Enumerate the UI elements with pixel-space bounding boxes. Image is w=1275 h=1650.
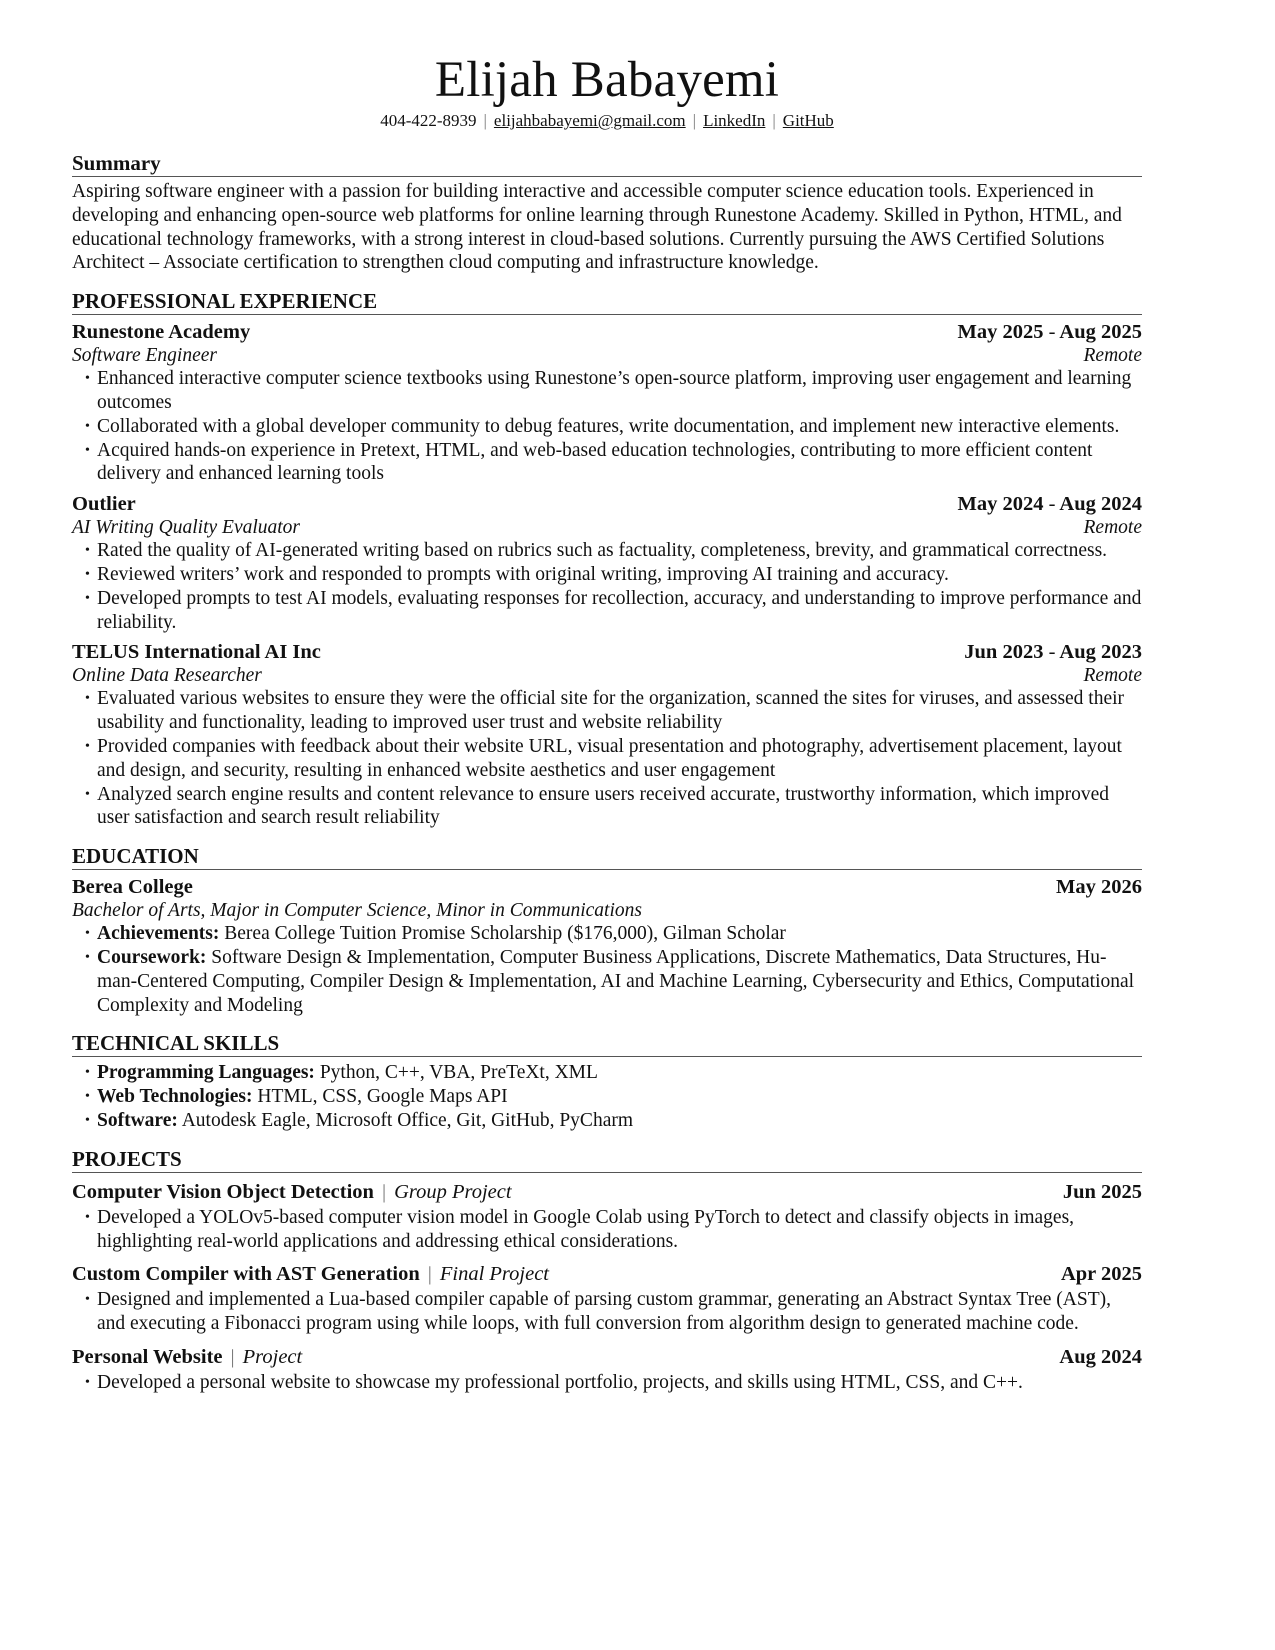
- bullet-item: • Collaborated with a global developer community to debug features, write documentation, and implement new interactive elements.: [72, 415, 1142, 439]
- job-entry: [72, 640, 1142, 830]
- bullet-list: [72, 1371, 1142, 1395]
- separator: |: [427, 1263, 432, 1286]
- project-type: Group Project: [394, 1180, 512, 1203]
- job-location: Remote: [1083, 665, 1142, 687]
- project-name: Personal Website | Project: [72, 1345, 303, 1368]
- project-type: Project: [242, 1345, 303, 1368]
- bullet-item: • Designed and implemented a Lua-based compiler capable of parsing custom grammar, generating an Abstract Syntax Tree (AST), and executing a Fibonacci program using while loops, with full conversion from algorithm design to generated machine code.: [72, 1288, 1142, 1336]
- company-name: Outlier: [72, 493, 136, 516]
- education-entry: [72, 875, 1142, 1017]
- github-link[interactable]: GitHub: [782, 111, 834, 130]
- email-link[interactable]: elijahbabayemi@gmail.com: [493, 111, 686, 130]
- item-text: HTML, CSS, Google Maps API: [257, 1086, 508, 1108]
- job-entry: [72, 320, 1142, 486]
- school-name: Berea College: [72, 876, 193, 899]
- resume-page: [72, 50, 1142, 1395]
- degree: Bachelor of Arts, Major in Computer Science, Minor in Communications: [72, 900, 642, 922]
- bullet-list: [72, 367, 1142, 486]
- bullet-item: [72, 946, 1142, 1017]
- bullet-list: [72, 1288, 1142, 1336]
- job-title: Software Engineer: [72, 345, 217, 367]
- skills-list: [72, 1061, 1142, 1132]
- item-text: Autodesk Eagle, Microsoft Office, Git, GitHub, PyCharm: [181, 1109, 634, 1131]
- bullet-list: [72, 687, 1142, 830]
- separator: |: [772, 111, 776, 130]
- bullet-item: • Developed a personal website to showcase my professional portfolio, projects, and skills using HTML, CSS, and C++.: [72, 1371, 1142, 1395]
- phone-number: 404-422-8939: [380, 111, 477, 130]
- separator: |: [692, 111, 697, 130]
- bullet-list: [72, 922, 1142, 1017]
- bullet-item: • Enhanced interactive computer science textbooks using Runestone’s open-source platform, improving user engagement and learning outcomes: [72, 367, 1142, 415]
- bullet-item: • Evaluated various websites to ensure they were the official site for the organization, scanned the sites for viruses, and assessed their usability and functionality, leading to improved user trust and website reliability: [72, 687, 1142, 735]
- item-label: Programming Languages:: [97, 1062, 315, 1084]
- skill-item: [72, 1061, 1142, 1085]
- bullet-item: • Acquired hands-on experience in Pretext, HTML, and web-based education technologies, contributing to more efficient content delivery and enhanced learning tools: [72, 439, 1142, 487]
- project-entry: [72, 1345, 1142, 1395]
- job-entry: [72, 492, 1142, 634]
- item-text: Software Design & Implementation, Computer Business Applications, Discrete Mathematics, Data Structures, Hu-man-Centered Computing, Compiler Design & Implementation, AI and Machine Learning, Cybersecurity and Ethics, Computational Complexity and Modeling: [97, 946, 1135, 1016]
- bullet-item: • Developed a YOLOv5-based computer vision model in Google Colab using PyTorch to detect and classify objects in images, highlighting real-world applications and addressing ethical considerations.: [72, 1206, 1142, 1254]
- project-entry: [72, 1262, 1142, 1336]
- summary-text: Aspiring software engineer with a passion for building interactive and accessible computer science education tools. Experienced in developing and enhancing open-source web platforms for online learning through Runestone Academy. Skilled in Python, HTML, and educational technology frameworks, with a strong interest in cloud-based solutions. Currently pursuing the AWS Certified Solutions Architect – Associate certification to strengthen cloud computing and infrastructure knowledge.: [72, 181, 1122, 274]
- contact-line: [72, 111, 1142, 131]
- separator: |: [230, 1345, 235, 1368]
- skill-item: [72, 1085, 1142, 1109]
- project-date: Apr 2025: [1060, 1263, 1142, 1286]
- item-label: Web Technologies:: [97, 1086, 253, 1108]
- section-title-experience: PROFESSIONAL EXPERIENCE: [72, 288, 1142, 315]
- project-date: Jun 2025: [1062, 1180, 1142, 1203]
- section-title-education: EDUCATION: [72, 843, 1142, 870]
- item-text: Python, C++, VBA, PreTeXt, XML: [319, 1062, 598, 1084]
- job-location: Remote: [1083, 345, 1142, 367]
- section-title-projects: PROJECTS: [72, 1146, 1142, 1173]
- project-type: Final Project: [439, 1263, 549, 1286]
- job-title: Online Data Researcher: [72, 665, 262, 687]
- bullet-item: [72, 922, 1142, 946]
- project-entry: [72, 1180, 1142, 1254]
- project-date: Aug 2024: [1059, 1345, 1142, 1368]
- bullet-list: [72, 1206, 1142, 1254]
- item-text: Berea College Tuition Promise Scholarship ($176,000), Gilman Scholar: [224, 923, 786, 945]
- bullet-item: • Analyzed search engine results and content relevance to ensure users received accurate, trustworthy information, which improved user satisfaction and search result reliability: [72, 783, 1142, 831]
- section-title-summary: Summary: [72, 150, 1142, 177]
- item-label: Achievements:: [97, 923, 220, 945]
- separator: |: [483, 111, 487, 130]
- candidate-name: Elijah Babayemi: [434, 52, 780, 108]
- date-range: May 2024 - Aug 2024: [957, 493, 1142, 516]
- job-title: AI Writing Quality Evaluator: [72, 517, 301, 539]
- bullet-list: [72, 539, 1142, 634]
- item-label: Software:: [97, 1109, 178, 1131]
- linkedin-link[interactable]: LinkedIn: [703, 111, 766, 130]
- graduation-date: May 2026: [1056, 876, 1142, 899]
- bullet-item: • Reviewed writers’ work and responded to prompts with original writing, improving AI training and accuracy.: [72, 563, 1142, 587]
- section-title-skills: TECHNICAL SKILLS: [72, 1030, 1142, 1057]
- project-name: Custom Compiler with AST Generation | Final Project: [72, 1263, 549, 1286]
- project-name: Computer Vision Object Detection | Group Project: [72, 1180, 512, 1203]
- company-name: Runestone Academy: [72, 321, 251, 344]
- job-location: Remote: [1083, 517, 1142, 539]
- item-label: Coursework:: [97, 946, 207, 968]
- date-range: Jun 2023 - Aug 2023: [964, 641, 1142, 664]
- date-range: May 2025 - Aug 2025: [957, 321, 1142, 344]
- bullet-item: • Developed prompts to test AI models, evaluating responses for recollection, accuracy, and understanding to improve performance and reliability.: [72, 587, 1142, 635]
- bullet-item: • Rated the quality of AI-generated writing based on rubrics such as factuality, completeness, brevity, and grammatical correctness.: [72, 539, 1142, 563]
- separator: |: [381, 1180, 387, 1203]
- skill-item: [72, 1109, 1142, 1133]
- company-name: TELUS International AI Inc: [72, 641, 321, 664]
- bullet-item: • Provided companies with feedback about their website URL, visual presentation and photography, advertisement placement, layout and design, and security, resulting in enhanced website aesthetics and user engagement: [72, 735, 1142, 783]
